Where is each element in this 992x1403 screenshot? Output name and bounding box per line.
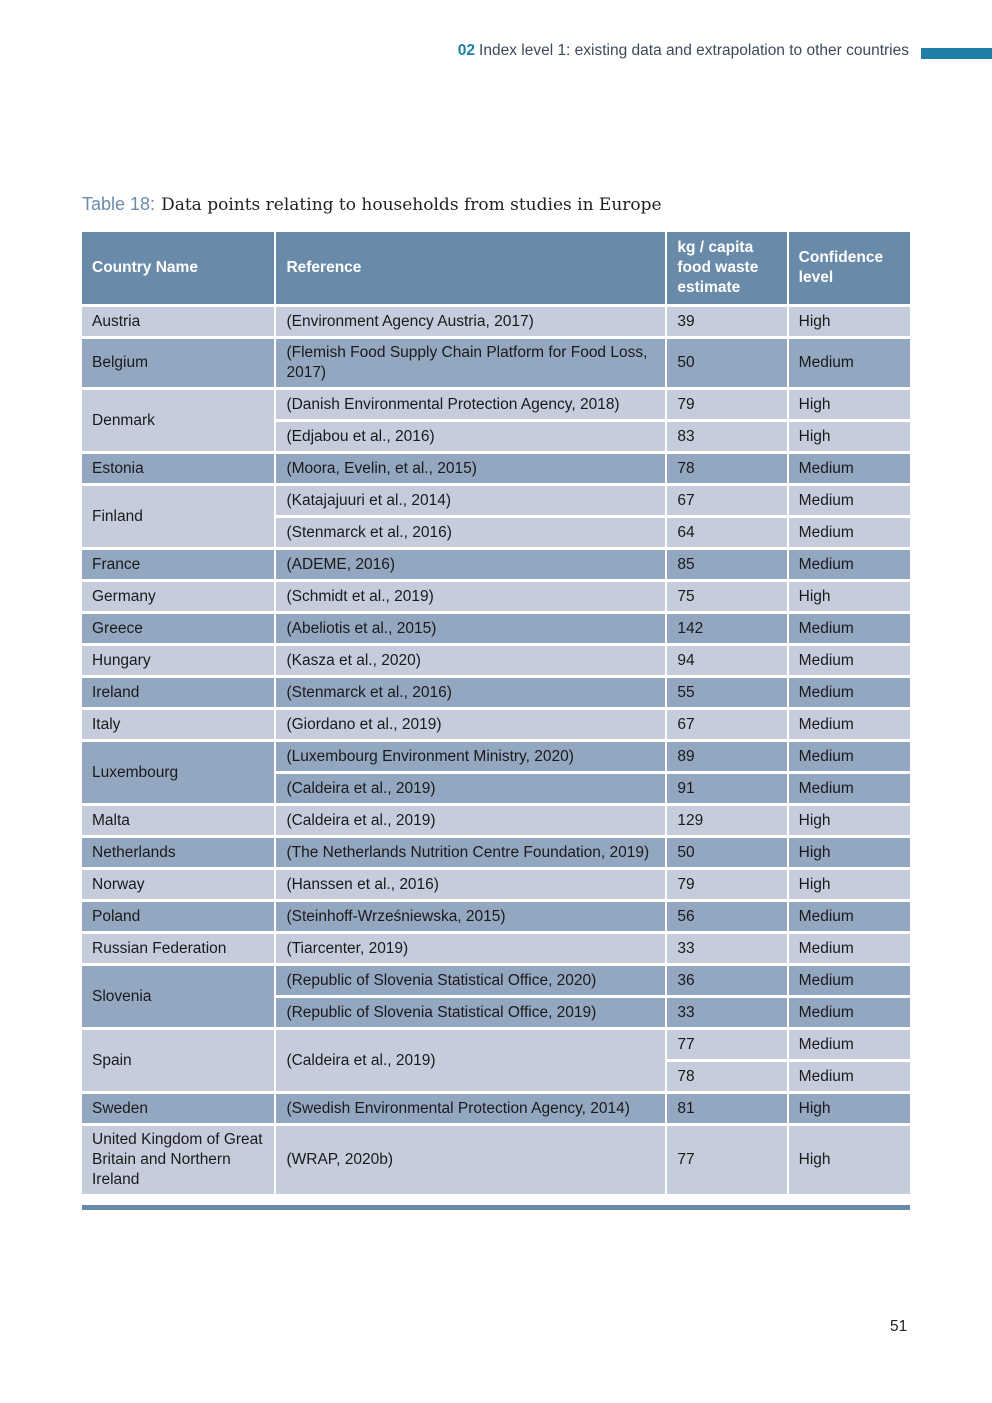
- cell-value: 79: [667, 870, 786, 899]
- cell-country: Poland: [82, 902, 274, 931]
- cell-value: 36: [667, 966, 786, 995]
- cell-country: Finland: [82, 486, 274, 547]
- data-table: [80, 229, 912, 1197]
- page-number: 51: [890, 1318, 908, 1335]
- cell-reference: (Giordano et al., 2019): [276, 710, 665, 739]
- cell-confidence: Medium: [789, 486, 910, 515]
- cell-confidence: Medium: [789, 550, 910, 579]
- cell-country: Russian Federation: [82, 934, 274, 963]
- cell-value: 83: [667, 422, 786, 451]
- cell-country: Belgium: [82, 339, 274, 387]
- cell-confidence: High: [789, 1094, 910, 1123]
- cell-confidence: Medium: [789, 998, 910, 1027]
- cell-confidence: High: [789, 390, 910, 419]
- cell-value: 67: [667, 710, 786, 739]
- table-row: [82, 339, 910, 387]
- table-row: [82, 710, 910, 739]
- cell-value: 77: [667, 1030, 786, 1059]
- cell-reference: (Republic of Slovenia Statistical Office, 2019): [276, 998, 665, 1027]
- cell-reference: (Moora, Evelin, et al., 2015): [276, 454, 665, 483]
- cell-reference: (Flemish Food Supply Chain Platform for Food Loss, 2017): [276, 339, 665, 387]
- cell-reference: (Republic of Slovenia Statistical Office, 2020): [276, 966, 665, 995]
- cell-reference: (Luxembourg Environment Ministry, 2020): [276, 742, 665, 771]
- cell-confidence: Medium: [789, 1062, 910, 1091]
- cell-country: Austria: [82, 307, 274, 336]
- header-reference: Reference: [276, 232, 665, 304]
- table-header-row: [82, 232, 910, 304]
- cell-value: 56: [667, 902, 786, 931]
- cell-reference: (Swedish Environmental Protection Agency, 2014): [276, 1094, 665, 1123]
- cell-country: Ireland: [82, 678, 274, 707]
- cell-reference: (WRAP, 2020b): [276, 1126, 665, 1194]
- cell-country: Luxembourg: [82, 742, 274, 803]
- cell-confidence: Medium: [789, 518, 910, 547]
- cell-value: 79: [667, 390, 786, 419]
- table-caption: [82, 194, 662, 215]
- cell-value: 64: [667, 518, 786, 547]
- cell-confidence: Medium: [789, 934, 910, 963]
- cell-value: 78: [667, 454, 786, 483]
- cell-confidence: Medium: [789, 902, 910, 931]
- cell-value: 33: [667, 934, 786, 963]
- header-confidence: Confidence level: [789, 232, 910, 304]
- table-row: [82, 806, 910, 835]
- table-row: [82, 1030, 910, 1059]
- cell-confidence: High: [789, 422, 910, 451]
- cell-reference: (Caldeira et al., 2019): [276, 806, 665, 835]
- cell-reference: (Katajajuuri et al., 2014): [276, 486, 665, 515]
- cell-reference: (Danish Environmental Protection Agency, 2018): [276, 390, 665, 419]
- cell-reference: (Hanssen et al., 2016): [276, 870, 665, 899]
- cell-confidence: Medium: [789, 710, 910, 739]
- cell-confidence: Medium: [789, 614, 910, 643]
- table-caption-label: Table 18:: [82, 194, 156, 214]
- table-row: [82, 838, 910, 867]
- cell-confidence: Medium: [789, 774, 910, 803]
- cell-reference: (Edjabou et al., 2016): [276, 422, 665, 451]
- cell-value: 85: [667, 550, 786, 579]
- cell-confidence: Medium: [789, 966, 910, 995]
- table-row: [82, 582, 910, 611]
- table-caption-text: Data points relating to households from studies in Europe: [161, 195, 662, 215]
- cell-value: 50: [667, 838, 786, 867]
- cell-confidence: High: [789, 870, 910, 899]
- cell-value: 129: [667, 806, 786, 835]
- cell-value: 91: [667, 774, 786, 803]
- cell-reference: (Kasza et al., 2020): [276, 646, 665, 675]
- table-row: [82, 614, 910, 643]
- cell-country: Estonia: [82, 454, 274, 483]
- table-row: [82, 934, 910, 963]
- cell-confidence: Medium: [789, 339, 910, 387]
- table-row: [82, 1094, 910, 1123]
- cell-reference: (ADEME, 2016): [276, 550, 665, 579]
- cell-reference: (Caldeira et al., 2019): [276, 1030, 665, 1091]
- table-row: [82, 307, 910, 336]
- table-row: [82, 742, 910, 771]
- table-row: [82, 646, 910, 675]
- table-row: [82, 902, 910, 931]
- chapter-title: Index level 1: existing data and extrapolation to other countries: [479, 42, 909, 59]
- cell-country: Hungary: [82, 646, 274, 675]
- cell-country: Netherlands: [82, 838, 274, 867]
- cell-value: 50: [667, 339, 786, 387]
- table-row: [82, 870, 910, 899]
- table-row: [82, 966, 910, 995]
- cell-confidence: High: [789, 806, 910, 835]
- cell-reference: (Tiarcenter, 2019): [276, 934, 665, 963]
- table-bottom-rule: [82, 1205, 910, 1210]
- cell-confidence: Medium: [789, 1030, 910, 1059]
- cell-reference: (The Netherlands Nutrition Centre Foundation, 2019): [276, 838, 665, 867]
- cell-reference: (Abeliotis et al., 2015): [276, 614, 665, 643]
- cell-value: 89: [667, 742, 786, 771]
- cell-value: 94: [667, 646, 786, 675]
- table-row: [82, 678, 910, 707]
- cell-value: 33: [667, 998, 786, 1027]
- table-row: [82, 550, 910, 579]
- cell-confidence: Medium: [789, 678, 910, 707]
- chapter-number: 02: [457, 42, 476, 59]
- table-row: [82, 390, 910, 419]
- cell-reference: (Environment Agency Austria, 2017): [276, 307, 665, 336]
- cell-value: 75: [667, 582, 786, 611]
- cell-country: France: [82, 550, 274, 579]
- cell-country: Germany: [82, 582, 274, 611]
- cell-country: Malta: [82, 806, 274, 835]
- cell-value: 77: [667, 1126, 786, 1194]
- cell-reference: (Schmidt et al., 2019): [276, 582, 665, 611]
- table-row: [82, 486, 910, 515]
- cell-confidence: High: [789, 838, 910, 867]
- cell-confidence: Medium: [789, 646, 910, 675]
- cell-confidence: High: [789, 307, 910, 336]
- cell-country: Slovenia: [82, 966, 274, 1027]
- cell-confidence: Medium: [789, 454, 910, 483]
- header-estimate: kg / capita food waste estimate: [667, 232, 786, 304]
- header-accent-bar: [921, 48, 992, 59]
- cell-value: 81: [667, 1094, 786, 1123]
- cell-country: United Kingdom of Great Britain and Northern Ireland: [82, 1126, 274, 1194]
- cell-value: 142: [667, 614, 786, 643]
- cell-country: Greece: [82, 614, 274, 643]
- cell-reference: (Steinhoff-Wrześniewska, 2015): [276, 902, 665, 931]
- cell-country: Italy: [82, 710, 274, 739]
- cell-confidence: High: [789, 1126, 910, 1194]
- cell-value: 78: [667, 1062, 786, 1091]
- header-country: Country Name: [82, 232, 274, 304]
- table-row: [82, 1126, 910, 1194]
- cell-value: 55: [667, 678, 786, 707]
- cell-country: Spain: [82, 1030, 274, 1091]
- cell-confidence: High: [789, 582, 910, 611]
- table-row: [82, 454, 910, 483]
- cell-value: 39: [667, 307, 786, 336]
- cell-country: Denmark: [82, 390, 274, 451]
- cell-reference: (Caldeira et al., 2019): [276, 774, 665, 803]
- cell-value: 67: [667, 486, 786, 515]
- cell-reference: (Stenmarck et al., 2016): [276, 678, 665, 707]
- cell-country: Norway: [82, 870, 274, 899]
- running-header: [458, 42, 909, 60]
- cell-confidence: Medium: [789, 742, 910, 771]
- cell-reference: (Stenmarck et al., 2016): [276, 518, 665, 547]
- cell-country: Sweden: [82, 1094, 274, 1123]
